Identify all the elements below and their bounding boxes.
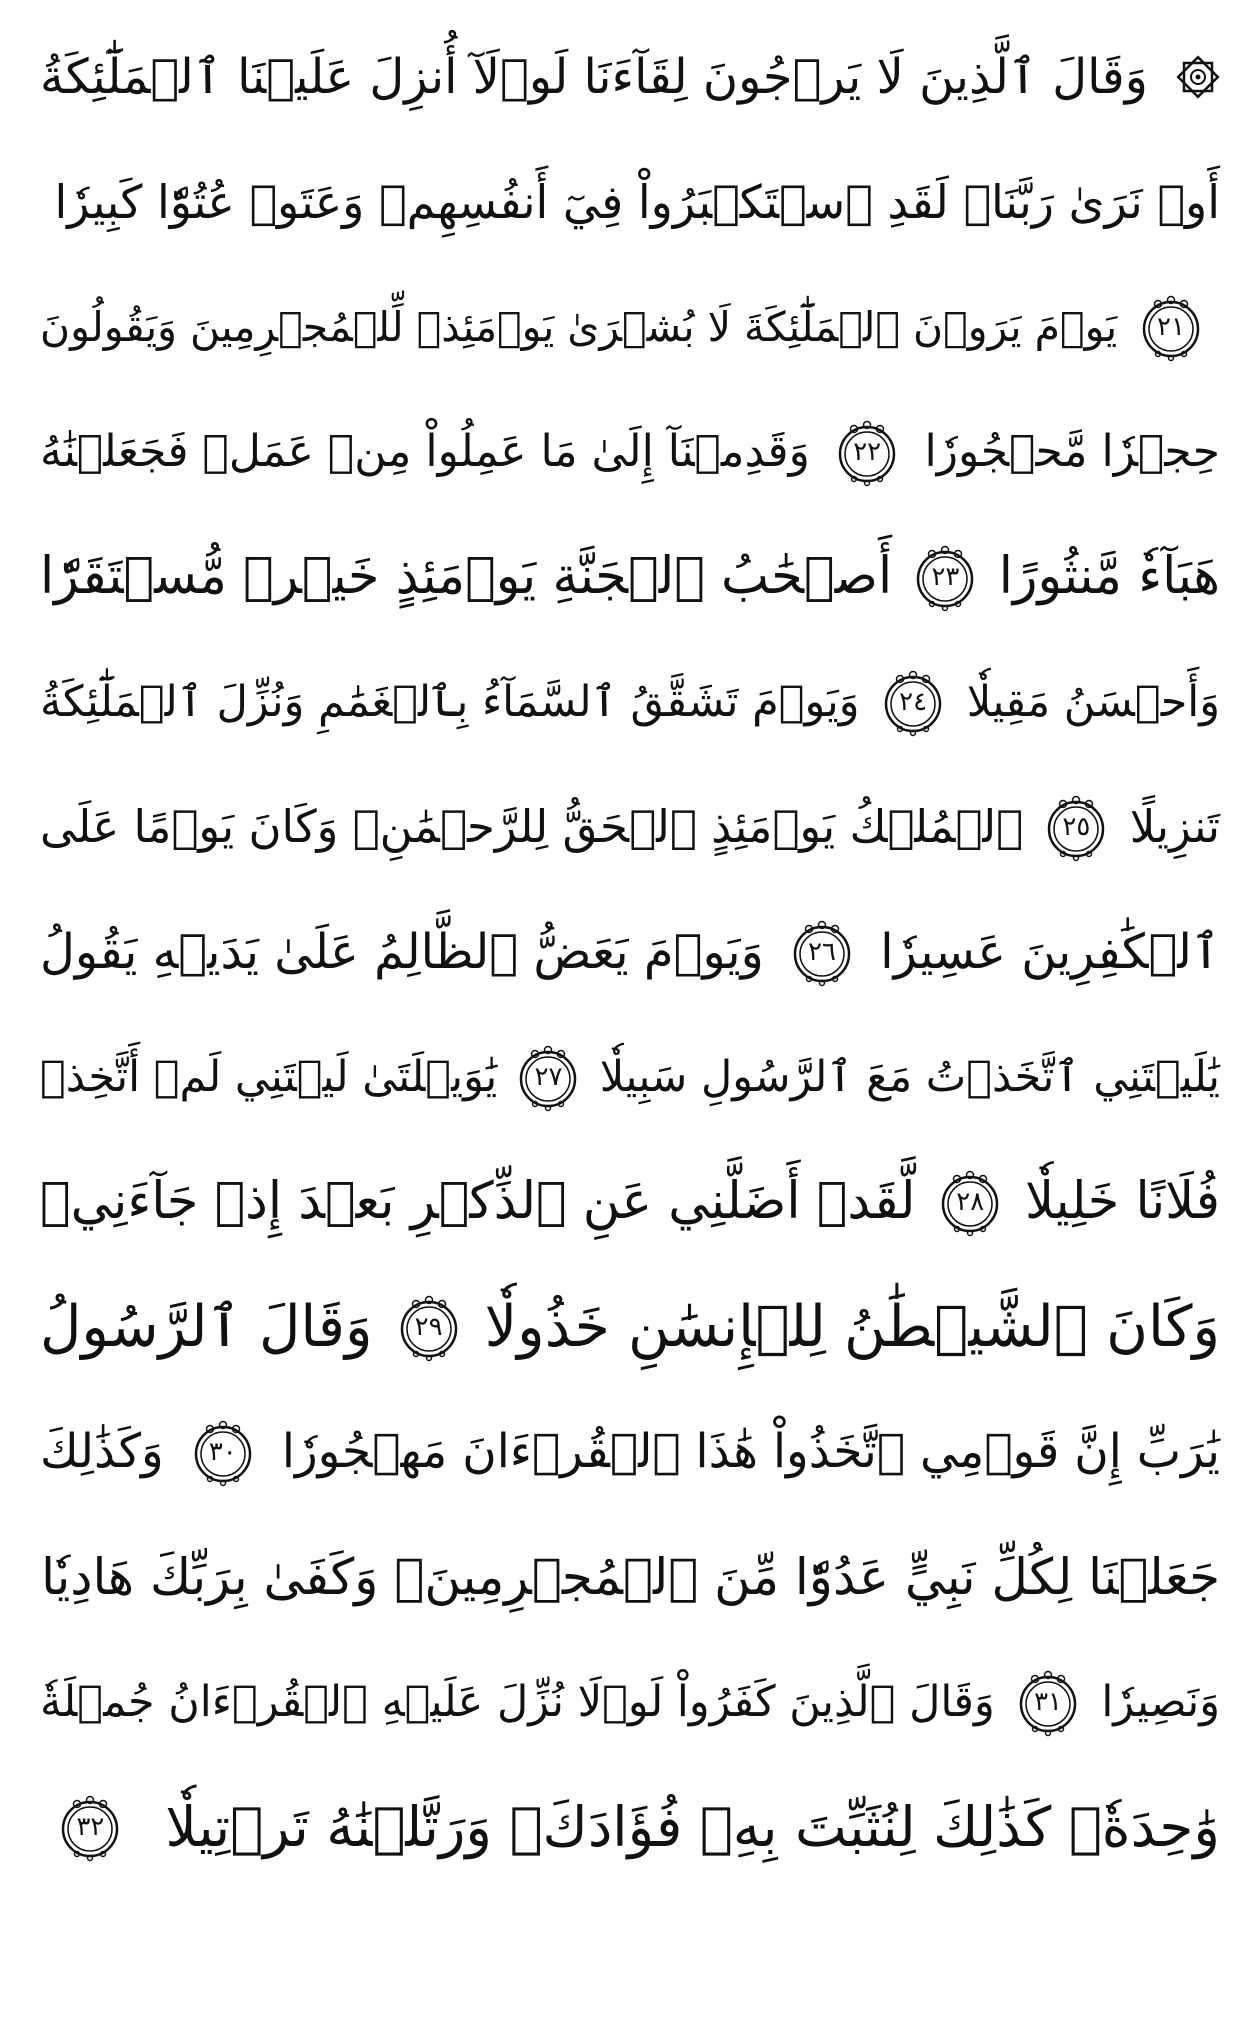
ayah-number: ٢٢ [853, 437, 882, 467]
ayah-end-marker [1013, 1667, 1083, 1737]
text-line [40, 268, 1220, 386]
verse-text: يَٰرَبِّ إِنَّ قَوۡمِي ٱتَّخَذُواْ هَٰذَا ٱلۡقُرۡءَانَ مَهۡجُورٗا [281, 1424, 1220, 1479]
ayah-end-marker [787, 917, 857, 987]
ayah-number: ٣١ [1034, 1687, 1063, 1717]
text-line [40, 1268, 1220, 1386]
verse-text: جَعَلۡنَا لِكُلِّ نَبِيٍّ عَدُوّٗا مِّنَ ٱلۡمُجۡرِمِينَۗ وَكَفَىٰ بِرَبِّكَ هَادِيٗا [41, 1548, 1220, 1606]
verse-text: أَوۡ نَرَىٰ رَبَّنَاۗ لَقَدِ ٱسۡتَكۡبَرُواْ فِيٓ أَنفُسِهِمۡ وَعَتَوۡ عُتُوّٗا كَبِيرٗا [54, 175, 1220, 229]
verse-text: وَقَدِمۡنَآ إِلَىٰ مَا عَمِلُواْ مِنۡ عَمَلٖ فَجَعَلۡنَٰهُ [40, 426, 810, 477]
ayah-number: ٣٢ [76, 1812, 105, 1842]
rub-el-hizb-icon [1176, 55, 1220, 99]
verse-text: يَٰوَيۡلَتَىٰ لَيۡتَنِي لَمۡ أَتَّخِذۡ [40, 1052, 498, 1102]
verse-text: أَصۡحَٰبُ ٱلۡجَنَّةِ يَوۡمَئِذٍ خَيۡرٞ مُّسۡتَقَرّٗا [40, 547, 893, 606]
verse-text: وَٰحِدَةٗۚ كَذَٰلِكَ لِنُثَبِّتَ بِهِۦ فُؤَادَكَۖ وَرَتَّلۡنَٰهُ تَرۡتِيلٗا [165, 1795, 1220, 1859]
verse-text: وَقَالَ ٱلَّذِينَ كَفَرُواْ لَوۡلَا نُزِّلَ عَلَيۡهِ ٱلۡقُرۡءَانُ جُمۡلَةٗ [40, 1677, 995, 1727]
ayah-end-marker [188, 1417, 258, 1487]
verse-text: ٱلۡكَٰفِرِينَ عَسِيرٗا [880, 924, 1220, 980]
ayah-number: ٣٠ [208, 1437, 237, 1467]
ayah-end-marker [832, 417, 902, 487]
text-line [40, 393, 1220, 511]
text-line [40, 1643, 1220, 1761]
verse-text: يَٰلَيۡتَنِي ٱتَّخَذۡتُ مَعَ ٱلرَّسُولِ سَبِيلٗا [599, 1052, 1220, 1102]
ayah-end-marker [55, 1792, 125, 1862]
text-line [40, 1018, 1220, 1136]
text-line [40, 1768, 1220, 1886]
text-line [40, 1518, 1220, 1636]
ayah-number: ٢٦ [808, 937, 836, 967]
ayah-number: ٢٨ [956, 1187, 985, 1217]
verse-text: تَنزِيلًا [1129, 800, 1220, 853]
ayah-end-marker [910, 542, 980, 612]
text-line [40, 143, 1220, 261]
verse-text: وَنَصِيرٗا [1101, 1677, 1220, 1727]
verse-text: وَقَالَ ٱلَّذِينَ لَا يَرۡجُونَ لِقَآءَنَا لَوۡلَآ أُنزِلَ عَلَيۡنَا ٱلۡمَلَٰٓئِكَةُ [40, 49, 1148, 105]
text-line [40, 1393, 1220, 1511]
verse-text: فُلَانًا خَلِيلٗا [1025, 1172, 1220, 1231]
verse-text: ٱلۡمُلۡكُ يَوۡمَئِذٍ ٱلۡحَقُّ لِلرَّحۡمَٰنِۚ وَكَانَ يَوۡمًا عَلَى [40, 800, 1024, 853]
ayah-end-marker [513, 1042, 583, 1112]
ayah-end-marker [1041, 792, 1111, 862]
verse-text: وَكَذَٰلِكَ [40, 1424, 164, 1479]
verse-text: حِجۡرٗا مَّحۡجُورٗا [924, 426, 1220, 477]
text-line [40, 768, 1220, 886]
ayah-number: ٢٤ [899, 687, 928, 717]
verse-text: يَوۡمَ يَرَوۡنَ ٱلۡمَلَٰٓئِكَةَ لَا بُشۡرَىٰ يَوۡمَئِذٖ لِّلۡمُجۡرِمِينَ وَيَقُولُونَ [40, 303, 1118, 351]
verse-text: لَّقَدۡ أَضَلَّنِي عَنِ ٱلذِّكۡرِ بَعۡدَ إِذۡ جَآءَنِيۗ [40, 1172, 916, 1231]
ayah-number: ٢٩ [414, 1312, 443, 1342]
ayah-number: ٢٧ [534, 1062, 563, 1092]
text-line [40, 893, 1220, 1011]
ayah-end-marker [1136, 292, 1206, 362]
verse-text: وَأَحۡسَنُ مَقِيلٗا [966, 677, 1220, 727]
text-line [40, 18, 1220, 136]
verse-text: هَبَآءٗ مَّنثُورًا [998, 547, 1220, 606]
ayah-number: ٢١ [1157, 312, 1185, 342]
verse-text: وَيَوۡمَ تَشَقَّقُ ٱلسَّمَآءُ بِٱلۡغَمَٰمِ وَنُزِّلَ ٱلۡمَلَٰٓئِكَةُ [40, 677, 860, 727]
ayah-number: ٢٣ [931, 562, 960, 592]
verse-text: وَكَانَ ٱلشَّيۡطَٰنُ لِلۡإِنسَٰنِ خَذُولٗا [484, 1294, 1220, 1360]
verse-text: وَيَوۡمَ يَعَضُّ ٱلظَّالِمُ عَلَىٰ يَدَيۡهِ يَقُولُ [40, 924, 764, 980]
ayah-number: ٢٥ [1062, 812, 1091, 842]
text-line [40, 1143, 1220, 1261]
verse-text: وَقَالَ ٱلرَّسُولُ [40, 1294, 373, 1360]
ayah-end-marker [935, 1167, 1005, 1237]
text-line [40, 518, 1220, 636]
mushaf-page [40, 18, 1220, 2018]
ayah-end-marker [878, 667, 948, 737]
text-line [40, 643, 1220, 761]
ayah-end-marker [394, 1292, 464, 1362]
